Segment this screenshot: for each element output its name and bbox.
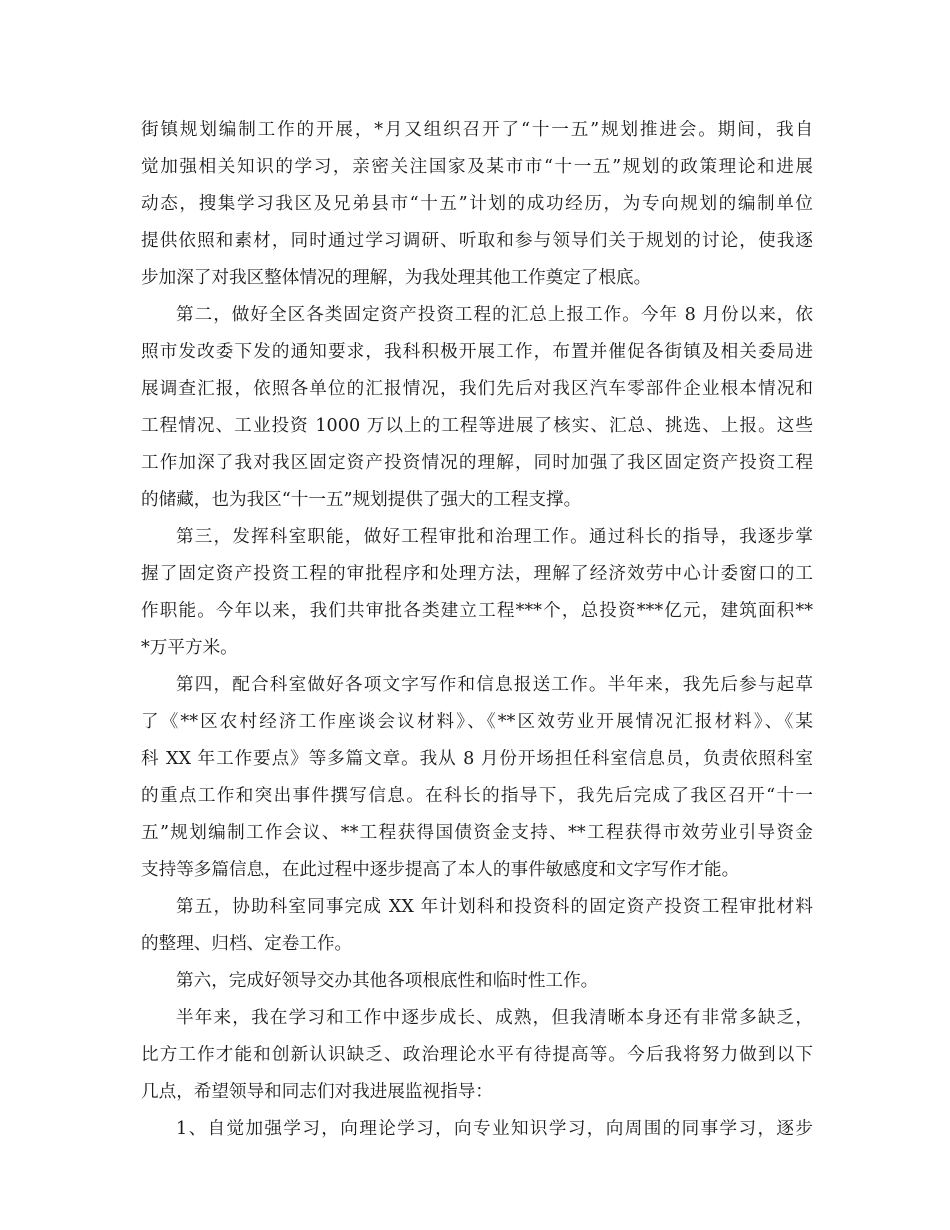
text-line: 提供依照和素材，同时通过学习调研、听取和参与领导们关于规划的讨论，使我逐 [141, 231, 813, 251]
text-line: 五”规划编制工作会议、**工程获得国债资金支持、**工程获得市效劳业引导资金 [141, 823, 813, 843]
text-line: 工作加深了我对我区固定资产投资情况的理解，同时加强了我区固定资产投资工程 [141, 453, 813, 473]
text-line: 动态，搜集学习我区及兄弟县市“十五”计划的成功经历，为专向规划的编制单位 [141, 194, 813, 214]
paragraph-first-line: 第六，完成好领导交办其他各项根底性和临时性工作。 [176, 971, 599, 991]
text-line: 几点，希望领导和同志们对我进展监视指导： [141, 1082, 493, 1102]
paragraph-first-line: 1、自觉加强学习，向理论学习，向专业知识学习，向周围的同事学习，逐步 [176, 1119, 813, 1139]
paragraph-first-line: 第四，配合科室做好各项文字写作和信息报送工作。半年来，我先后参与起草 [176, 675, 813, 695]
text-line: 展调查汇报，依照各单位的汇报情况，我们先后对我区汽车零部件企业根本情况和 [141, 379, 813, 399]
text-line: 科 XX 年工作要点》等多篇文章。我从 8 月份开场担任科室信息员，负责依照科室 [141, 749, 813, 769]
text-line: 街镇规划编制工作的开展，*月又组织召开了“十一五”规划推进会。期间，我自 [141, 120, 813, 140]
text-line: 了《**区农村经济工作座谈会议材料》、《**区效劳业开展情况汇报材料》、《某 [141, 712, 813, 732]
text-line: 比方工作才能和创新认识缺乏、政治理论水平有待提高等。今后我将努力做到以下 [141, 1045, 813, 1065]
text-line: 步加深了对我区整体情况的理解，为我处理其他工作奠定了根底。 [141, 268, 652, 288]
paragraph-first-line: 第五，协助科室同事完成 XX 年计划科和投资科的固定资产投资工程审批材料 [176, 897, 813, 917]
text-line: 作职能。今年以来，我们共审批各类建立工程***个，总投资***亿元，建筑面积** [141, 601, 813, 621]
text-line: *万平方米。 [141, 638, 238, 658]
paragraph-first-line: 半年来，我在学习和工作中逐步成长、成熟，但我清晰本身还有非常多缺乏， [176, 1008, 813, 1028]
text-line: 照市发改委下发的通知要求，我科积极开展工作，布置并催促各街镇及相关委局进 [141, 342, 813, 362]
text-line: 觉加强相关知识的学习，亲密关注国家及某市市“十一五”规划的政策理论和进展 [141, 157, 813, 177]
text-line: 支持等多篇信息，在此过程中逐步提高了本人的事件敏感度和文字写作才能。 [141, 860, 740, 880]
document-body [141, 112, 813, 1148]
text-line: 的整理、归档、定卷工作。 [141, 934, 353, 954]
text-line: 握了固定资产投资工程的审批程序和处理方法，理解了经济效劳中心计委窗口的工 [141, 564, 813, 584]
paragraph-first-line: 第三，发挥科室职能，做好工程审批和治理工作。通过科长的指导，我逐步掌 [176, 527, 813, 547]
text-line: 的重点工作和突出事件撰写信息。在科长的指导下，我先后完成了我区召开“十一 [141, 786, 813, 806]
text-line: 的储藏，也为我区“十一五”规划提供了强大的工程支撑。 [141, 490, 582, 510]
paragraph-first-line: 第二，做好全区各类固定资产投资工程的汇总上报工作。今年 8 月份以来，依 [176, 305, 813, 325]
text-line: 工程情况、工业投资 1000 万以上的工程等进展了核实、汇总、挑选、上报。这些 [141, 416, 813, 436]
